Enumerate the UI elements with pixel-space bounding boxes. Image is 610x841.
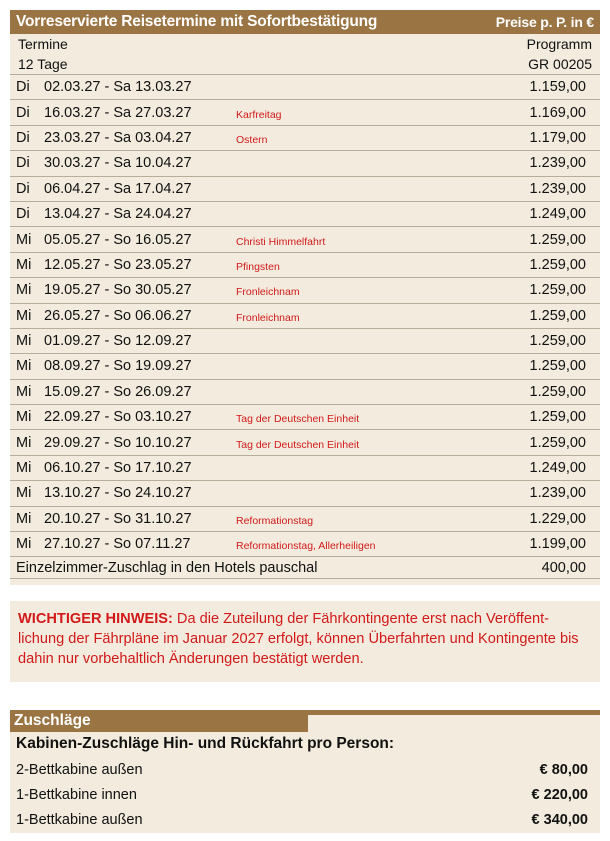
date-row <box>10 506 600 531</box>
duration-row <box>10 54 600 74</box>
weekday: Mi <box>16 536 32 553</box>
holiday-note <box>236 390 490 394</box>
holiday-note <box>236 491 490 495</box>
cabin-label: 2-Bettkabine außen <box>16 762 143 778</box>
weekday: Mi <box>16 460 32 477</box>
holiday-note: Karfreitag <box>236 108 282 121</box>
weekday: Mi <box>16 231 32 248</box>
date-range: 01.09.27 - So 12.09.27 <box>44 333 192 350</box>
date-range: 13.10.27 - So 24.10.27 <box>44 485 192 502</box>
date-price: 1.239,00 <box>529 180 586 197</box>
holiday-note: Pfingsten <box>236 260 280 273</box>
date-row <box>10 74 600 99</box>
dates-table <box>10 74 600 556</box>
duration: 12 Tage <box>18 56 68 72</box>
cabin-label: 1-Bettkabine außen <box>16 812 143 828</box>
cabin-row <box>10 783 600 807</box>
weekday: Mi <box>16 333 32 350</box>
holiday-note: Christi Himmelfahrt <box>236 235 326 248</box>
notice-line3: dahin nur vorbehaltlich Änderungen bestätigt werden. <box>18 651 364 667</box>
holiday-note <box>236 364 490 368</box>
single-supplement-row <box>10 556 600 579</box>
date-range: 30.03.27 - Sa 10.04.27 <box>44 155 192 172</box>
holiday-note <box>236 161 490 165</box>
date-range: 16.03.27 - Sa 27.03.27 <box>44 104 192 121</box>
surcharges-header: Zuschläge <box>10 710 308 732</box>
weekday: Di <box>16 129 30 146</box>
cabin-label: 1-Bettkabine innen <box>16 787 137 803</box>
date-range: 08.09.27 - So 19.09.27 <box>44 358 192 375</box>
holiday-note: Reformationstag, Allerheiligen <box>236 540 376 553</box>
holiday-note <box>236 85 490 89</box>
weekday: Mi <box>16 256 32 273</box>
weekday: Mi <box>16 434 32 451</box>
date-range: 26.05.27 - So 06.06.27 <box>44 307 192 324</box>
date-range: 06.10.27 - So 17.10.27 <box>44 460 192 477</box>
date-row <box>10 429 600 454</box>
date-range: 20.10.27 - So 31.10.27 <box>44 510 192 527</box>
holiday-note: Tag der Deutschen Einheit <box>236 438 360 451</box>
date-price: 1.239,00 <box>529 155 586 172</box>
notice-line2: lichung der Fährpläne im Januar 2027 erfolgt, können Überfahrten und Kontingente bis <box>18 631 579 647</box>
date-range: 23.03.27 - Sa 03.04.27 <box>44 129 192 146</box>
date-row <box>10 252 600 277</box>
date-price: 1.249,00 <box>529 206 586 223</box>
date-price: 1.259,00 <box>529 333 586 350</box>
date-range: 02.03.27 - Sa 13.03.27 <box>44 79 192 96</box>
termine-label: Termine <box>18 36 68 52</box>
holiday-note: Reformationstag <box>236 514 314 527</box>
dates-header <box>10 10 600 34</box>
single-supplement-price: 400,00 <box>541 559 586 576</box>
notice-line1: Da die Zuteilung der Fährkontingente erst nach Veröffent- <box>172 611 550 627</box>
date-row <box>10 379 600 404</box>
date-row <box>10 201 600 226</box>
cabin-price: € 220,00 <box>531 787 588 803</box>
holiday-note <box>236 339 490 343</box>
weekday: Di <box>16 155 30 172</box>
date-row <box>10 404 600 429</box>
date-row <box>10 125 600 150</box>
date-row <box>10 328 600 353</box>
date-price: 1.259,00 <box>529 358 586 375</box>
column-header <box>10 34 600 54</box>
holiday-note: Ostern <box>236 133 268 146</box>
date-row <box>10 150 600 175</box>
holiday-note: Tag der Deutschen Einheit <box>236 413 360 426</box>
weekday: Mi <box>16 282 32 299</box>
date-row <box>10 226 600 251</box>
weekday: Di <box>16 79 30 96</box>
date-price: 1.259,00 <box>529 282 586 299</box>
date-range: 12.05.27 - So 23.05.27 <box>44 256 192 273</box>
date-price: 1.239,00 <box>529 485 586 502</box>
program-code: GR 00205 <box>528 56 592 72</box>
date-price: 1.259,00 <box>529 409 586 426</box>
date-row <box>10 176 600 201</box>
cabin-row <box>10 758 600 782</box>
holiday-note <box>236 187 490 191</box>
cabin-price: € 80,00 <box>539 762 588 778</box>
date-range: 29.09.27 - So 10.10.27 <box>44 434 192 451</box>
holiday-note: Fronleichnam <box>236 286 300 299</box>
date-range: 06.04.27 - Sa 17.04.27 <box>44 180 192 197</box>
date-range: 19.05.27 - So 30.05.27 <box>44 282 192 299</box>
weekday: Di <box>16 206 30 223</box>
date-range: 15.09.27 - So 26.09.27 <box>44 383 192 400</box>
date-price: 1.259,00 <box>529 256 586 273</box>
date-price: 1.259,00 <box>529 434 586 451</box>
holiday-note: Fronleichnam <box>236 311 300 324</box>
date-range: 22.09.27 - So 03.10.27 <box>44 409 192 426</box>
notice-label: WICHTIGER HINWEIS: <box>18 611 173 627</box>
surcharges-header-bar <box>308 710 600 715</box>
date-row <box>10 99 600 124</box>
date-price: 1.169,00 <box>529 104 586 121</box>
important-notice <box>10 601 600 682</box>
date-price: 1.259,00 <box>529 231 586 248</box>
weekday: Mi <box>16 358 32 375</box>
date-row <box>10 531 600 556</box>
date-price: 1.259,00 <box>529 307 586 324</box>
surcharges-subtitle: Kabinen-Zuschläge Hin- und Rückfahrt pro Person: <box>16 735 395 752</box>
single-supplement-label: Einzelzimmer-Zuschlag in den Hotels pauschal <box>16 559 318 576</box>
cabin-row <box>10 808 600 832</box>
weekday: Mi <box>16 510 32 527</box>
date-price: 1.159,00 <box>529 79 586 96</box>
date-row <box>10 480 600 505</box>
holiday-note <box>236 212 490 216</box>
weekday: Mi <box>16 409 32 426</box>
date-row <box>10 277 600 302</box>
surcharges-panel <box>10 710 600 833</box>
weekday: Di <box>16 104 30 121</box>
price-note: Preise p. P. in € <box>495 14 594 30</box>
date-price: 1.199,00 <box>529 536 586 553</box>
weekday: Mi <box>16 485 32 502</box>
holiday-note <box>236 466 490 470</box>
date-range: 27.10.27 - So 07.11.27 <box>44 536 191 553</box>
date-row <box>10 353 600 378</box>
date-price: 1.259,00 <box>529 383 586 400</box>
date-price: 1.229,00 <box>529 510 586 527</box>
date-price: 1.179,00 <box>529 129 586 146</box>
date-range: 13.04.27 - Sa 24.04.27 <box>44 206 192 223</box>
date-price: 1.249,00 <box>529 460 586 477</box>
date-row <box>10 303 600 328</box>
cabin-price: € 340,00 <box>531 812 588 828</box>
weekday: Mi <box>16 307 32 324</box>
dates-title: Vorreservierte Reisetermine mit Sofortbestätigung <box>16 13 378 30</box>
dates-panel <box>10 10 600 585</box>
date-range: 05.05.27 - So 16.05.27 <box>44 231 192 248</box>
programm-label: Programm <box>526 36 592 52</box>
weekday: Di <box>16 180 30 197</box>
weekday: Mi <box>16 383 32 400</box>
date-row <box>10 455 600 480</box>
